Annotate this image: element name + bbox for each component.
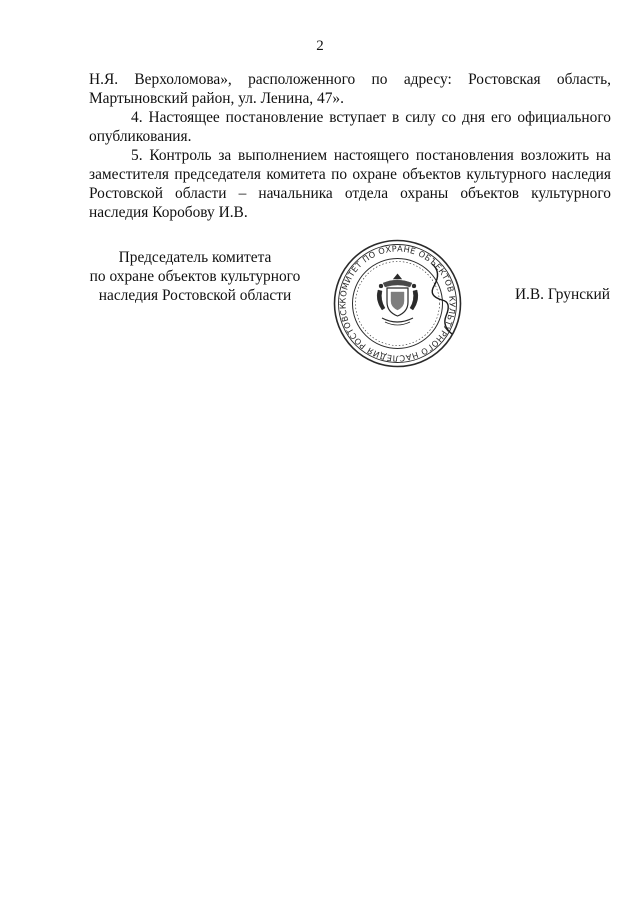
seal-ring-text: КОМИТЕТ ПО ОХРАНЕ ОБЪЕКТОВ КУЛЬТУРНОГО НАСЛЕДИЯ РОСТОВСК xyxy=(337,243,458,364)
signer-name: И.В. Грунский xyxy=(514,286,610,303)
signatory-position xyxy=(60,248,330,305)
document-body xyxy=(89,70,611,222)
paragraph-effective-date: 4. Настоящее постановление вступает в силу со дня его официального опубликования. xyxy=(89,109,611,145)
paragraph-control: 5. Контроль за выполнением настоящего постановления возложить на заместителя председателя комитета по охране объектов культурного наследия Ростовской области – начальника отдела охраны объектов культурного наследия Коробову И.В. xyxy=(89,147,611,221)
coat-of-arms-icon xyxy=(377,274,418,325)
paragraph-address xyxy=(89,70,611,108)
position-line: Председатель комитета xyxy=(118,249,272,266)
paragraph-line: Мартыновский район, ул. Ленина, 47». xyxy=(89,90,344,107)
position-line: наследия Ростовской области xyxy=(98,287,292,304)
page-number: 2 xyxy=(316,38,324,54)
position-line: по охране объектов культурного xyxy=(89,268,301,285)
paragraph-line: Н.Я. Верхоломова», расположенного по адресу: Ростовская область, xyxy=(89,71,611,88)
official-seal-stamp xyxy=(330,236,465,371)
seal-graphic xyxy=(330,236,465,371)
